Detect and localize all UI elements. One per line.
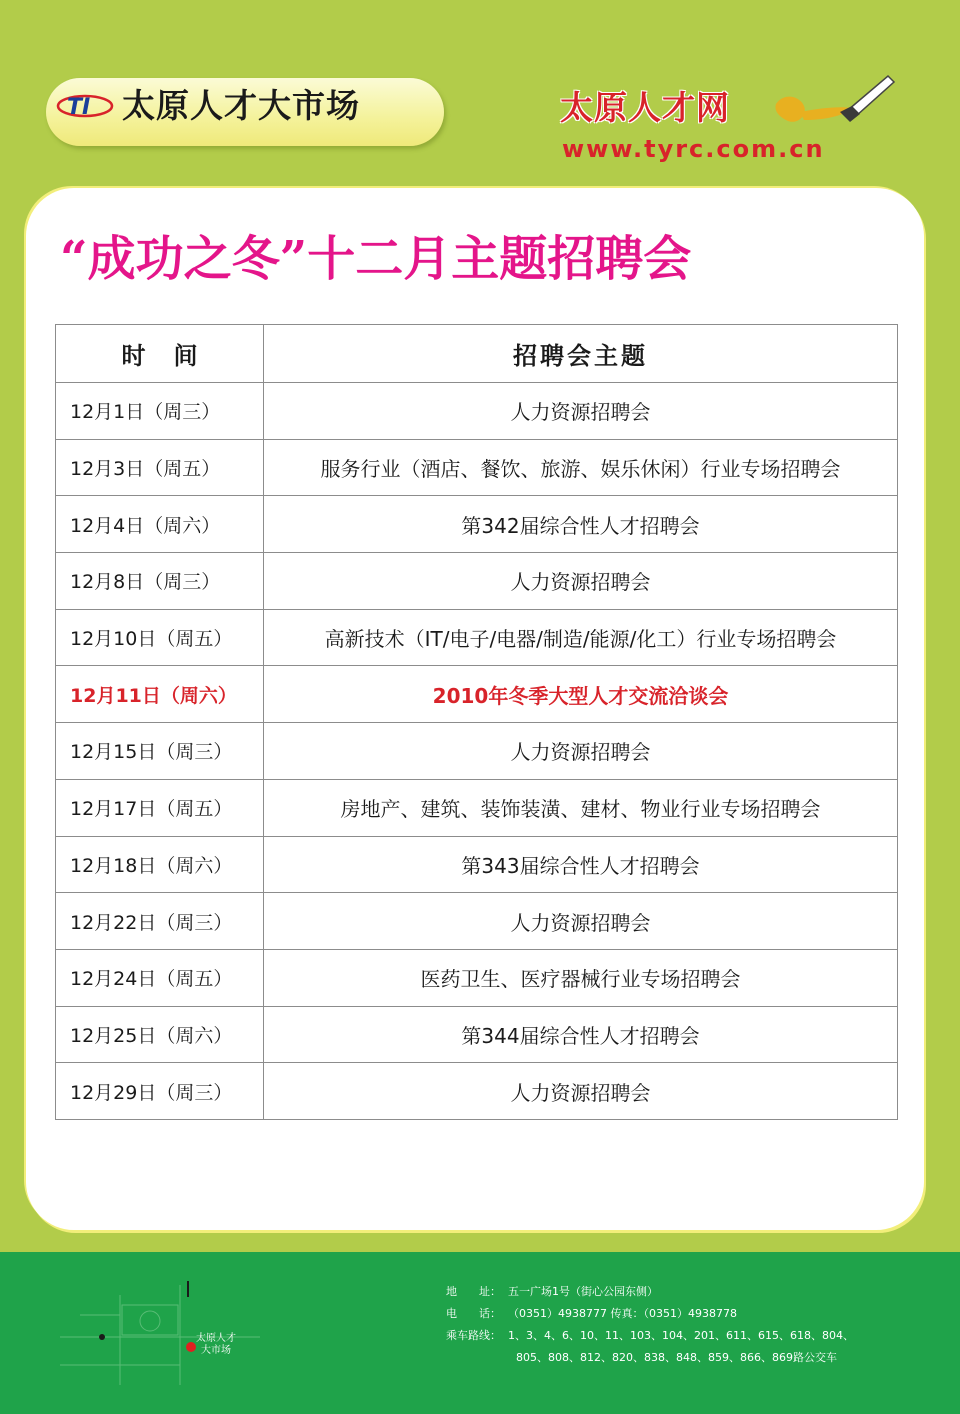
logo-text: 太原人才大市场 <box>122 86 360 125</box>
site-url[interactable]: www.tyrc.com.cn <box>562 135 825 163</box>
row-time: 12月8日（周三） <box>56 553 264 610</box>
row-theme: 人力资源招聘会 <box>264 1063 898 1120</box>
table-row <box>56 949 898 1006</box>
phone-value: （0351）4938777 传真：（0351）4938778 <box>508 1307 737 1320</box>
row-time: 12月15日（周三） <box>56 723 264 780</box>
row-time: 12月10日（周五） <box>56 609 264 666</box>
table-row <box>56 779 898 836</box>
table-row <box>56 893 898 950</box>
map-label: 太原人才大市场 <box>196 1333 236 1356</box>
page-title: “成功之冬”十二月主题招聘会 <box>60 231 692 287</box>
table-row <box>56 553 898 610</box>
table-row <box>56 836 898 893</box>
row-time: 12月22日（周三） <box>56 893 264 950</box>
row-time: 12月24日（周五） <box>56 949 264 1006</box>
column-header-time: 时间 <box>56 325 264 383</box>
address-label: 地 址： <box>446 1285 501 1298</box>
bus-line <box>446 1328 854 1344</box>
row-theme: 第344届综合性人才招聘会 <box>264 1006 898 1063</box>
row-theme: 人力资源招聘会 <box>264 553 898 610</box>
table-row-highlight <box>56 666 898 723</box>
column-header-theme: 招聘会主题 <box>264 325 898 383</box>
row-time: 12月29日（周三） <box>56 1063 264 1120</box>
table-row <box>56 1063 898 1120</box>
location-map-icon <box>60 1275 260 1385</box>
row-time: 12月4日（周六） <box>56 496 264 553</box>
row-theme: 2010年冬季大型人才交流洽谈会 <box>264 666 898 723</box>
bus-routes-1: 1、3、4、6、10、11、103、104、201、611、615、618、804、 <box>508 1329 854 1342</box>
table-row <box>56 723 898 780</box>
row-theme: 人力资源招聘会 <box>264 723 898 780</box>
row-time: 12月3日（周五） <box>56 439 264 496</box>
row-time: 12月11日（周六） <box>56 666 264 723</box>
row-theme: 房地产、建筑、装饰装潢、建材、物业行业专场招聘会 <box>264 779 898 836</box>
phone-label: 电 话： <box>446 1307 501 1320</box>
table-row <box>56 383 898 440</box>
svg-text:TI: TI <box>67 95 91 120</box>
address-line <box>446 1284 658 1300</box>
row-theme: 人力资源招聘会 <box>264 893 898 950</box>
row-theme: 医药卫生、医疗器械行业专场招聘会 <box>264 949 898 1006</box>
address-value: 五一广场1号（街心公园东侧） <box>508 1285 658 1298</box>
table-row <box>56 609 898 666</box>
logo-icon <box>54 90 116 120</box>
bus-label: 乘车路线： <box>446 1329 501 1342</box>
bus-routes-2: 805、808、812、820、838、848、859、866、869路公交车 <box>516 1351 837 1364</box>
table-row <box>56 496 898 553</box>
table-row <box>56 1006 898 1063</box>
row-time: 12月1日（周三） <box>56 383 264 440</box>
row-time: 12月25日（周六） <box>56 1006 264 1063</box>
row-theme: 服务行业（酒店、餐饮、旅游、娱乐休闲）行业专场招聘会 <box>264 439 898 496</box>
paintbrush-icon <box>770 70 898 132</box>
row-theme: 第342届综合性人才招聘会 <box>264 496 898 553</box>
row-time: 12月18日（周六） <box>56 836 264 893</box>
table-header-row <box>56 325 898 383</box>
row-theme: 高新技术（IT/电子/电器/制造/能源/化工）行业专场招聘会 <box>264 609 898 666</box>
site-name: 太原人才网 <box>560 88 730 127</box>
row-theme: 第343届综合性人才招聘会 <box>264 836 898 893</box>
phone-line <box>446 1306 737 1322</box>
table-row <box>56 439 898 496</box>
row-time: 12月17日（周五） <box>56 779 264 836</box>
row-theme: 人力资源招聘会 <box>264 383 898 440</box>
schedule-table <box>55 324 898 1120</box>
